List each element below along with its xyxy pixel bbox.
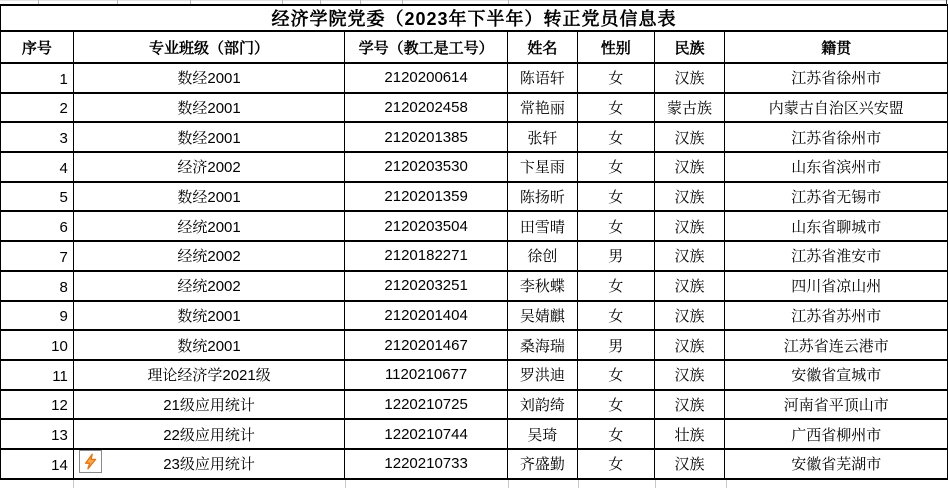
ethnicity-cell: 汉族 bbox=[655, 391, 726, 419]
student-id-cell: 2120201385 bbox=[345, 123, 508, 151]
class-cell: 经统2001 bbox=[74, 212, 345, 240]
name-cell: 吴婧麒 bbox=[508, 302, 578, 330]
gender-cell: 男 bbox=[578, 331, 655, 359]
class-cell: 经统2002 bbox=[74, 272, 345, 300]
clipped-gridline-artifact bbox=[578, 480, 579, 488]
name-cell: 吴琦 bbox=[508, 420, 578, 448]
table-row bbox=[1, 212, 947, 242]
name-cell: 卞星雨 bbox=[508, 153, 578, 181]
class-cell: 21级应用统计 bbox=[74, 391, 345, 419]
class-cell: 经统2002 bbox=[74, 242, 345, 270]
table-row bbox=[1, 272, 947, 302]
student-id-cell: 1220210733 bbox=[345, 450, 508, 478]
ethnicity-cell: 汉族 bbox=[655, 123, 726, 151]
name-cell: 李秋蝶 bbox=[508, 272, 578, 300]
name-cell: 陈语轩 bbox=[508, 64, 578, 92]
table-row bbox=[1, 183, 947, 213]
student-id-cell: 2120203504 bbox=[345, 212, 508, 240]
flash-fill-options-button[interactable] bbox=[79, 450, 102, 473]
row-number-cell: 3 bbox=[1, 123, 74, 151]
clipped-gridline-artifact bbox=[508, 0, 509, 4]
header-no: 序号 bbox=[1, 32, 74, 62]
student-id-cell: 2120202458 bbox=[345, 94, 508, 122]
class-cell: 23级应用统计 bbox=[74, 450, 345, 478]
clipped-gridline-artifact bbox=[38, 0, 39, 4]
header-gender: 性别 bbox=[578, 32, 655, 62]
table-row bbox=[1, 123, 947, 153]
class-cell: 数经2001 bbox=[74, 94, 345, 122]
hometown-cell: 江苏省徐州市 bbox=[791, 70, 882, 88]
gender-cell: 女 bbox=[578, 212, 655, 240]
row-number-cell: 2 bbox=[1, 94, 74, 122]
hometown-cell: 山东省滨州市 bbox=[791, 159, 882, 177]
clipped-gridline-artifact bbox=[402, 0, 403, 4]
hometown-cell: 河南省平顶山市 bbox=[783, 396, 889, 414]
class-cell: 数经2001 bbox=[74, 64, 345, 92]
row-number-cell: 11 bbox=[1, 361, 74, 389]
table-row bbox=[1, 420, 947, 450]
class-cell: 数统2001 bbox=[74, 302, 345, 330]
clipped-gridline-artifact bbox=[282, 0, 283, 4]
ethnicity-cell: 汉族 bbox=[655, 242, 726, 270]
table-row bbox=[1, 450, 947, 480]
ethnicity-cell: 汉族 bbox=[655, 361, 726, 389]
clipped-gridline-artifact bbox=[655, 480, 656, 488]
table-row bbox=[1, 361, 947, 391]
row-number-cell: 12 bbox=[1, 391, 74, 419]
gender-cell: 女 bbox=[578, 183, 655, 211]
row-number-cell: 7 bbox=[1, 242, 74, 270]
clipped-gridline-artifact bbox=[190, 0, 191, 4]
name-cell: 田雪晴 bbox=[508, 212, 578, 240]
table-row bbox=[1, 64, 947, 94]
ethnicity-cell: 汉族 bbox=[655, 183, 726, 211]
table-row bbox=[1, 331, 947, 361]
gender-cell: 女 bbox=[578, 153, 655, 181]
hometown-cell: 四川省凉山州 bbox=[791, 278, 882, 296]
student-id-cell: 1120210677 bbox=[345, 361, 508, 389]
clipped-gridline-artifact bbox=[726, 480, 727, 488]
name-cell: 齐盛勤 bbox=[508, 450, 578, 478]
name-cell: 桑海瑞 bbox=[508, 331, 578, 359]
table-row bbox=[1, 391, 947, 421]
clipped-gridline-artifact bbox=[345, 480, 346, 488]
class-cell: 经济2002 bbox=[74, 153, 345, 181]
clipped-gridline-artifact bbox=[360, 0, 361, 4]
hometown-cell: 内蒙古自治区兴安盟 bbox=[768, 100, 904, 118]
row-number-cell: 14 bbox=[1, 450, 74, 478]
table-header-row bbox=[1, 32, 947, 64]
header-student-id: 学号（教工是工号） bbox=[345, 32, 508, 62]
row-number-cell: 10 bbox=[1, 331, 74, 359]
table-row bbox=[1, 94, 947, 124]
clipped-gridline-artifact bbox=[73, 480, 74, 488]
clipped-gridline-artifact bbox=[0, 0, 948, 1]
student-id-cell: 2120200614 bbox=[345, 64, 508, 92]
gender-cell: 女 bbox=[578, 302, 655, 330]
gender-cell: 女 bbox=[578, 64, 655, 92]
row-number-cell: 4 bbox=[1, 153, 74, 181]
clipped-gridline-artifact bbox=[508, 480, 509, 488]
class-cell: 数统2001 bbox=[74, 331, 345, 359]
row-number-cell: 8 bbox=[1, 272, 74, 300]
gender-cell: 女 bbox=[578, 450, 655, 478]
student-id-cell: 2120201467 bbox=[345, 331, 508, 359]
table-row bbox=[1, 242, 947, 272]
class-cell: 理论经济学2021级 bbox=[74, 361, 345, 389]
header-class: 专业班级（部门） bbox=[74, 32, 345, 62]
class-cell: 22级应用统计 bbox=[74, 420, 345, 448]
gender-cell: 男 bbox=[578, 242, 655, 270]
student-id-cell: 1220210725 bbox=[345, 391, 508, 419]
name-cell: 常艳丽 bbox=[508, 94, 578, 122]
clipped-gridline-artifact bbox=[320, 0, 321, 4]
student-id-cell: 2120203251 bbox=[345, 272, 508, 300]
student-id-cell: 1220210744 bbox=[345, 420, 508, 448]
header-name: 姓名 bbox=[508, 32, 578, 62]
table-row bbox=[1, 153, 947, 183]
name-cell: 罗洪迪 bbox=[508, 361, 578, 389]
header-ethnicity: 民族 bbox=[655, 32, 726, 62]
ethnicity-cell: 汉族 bbox=[655, 212, 726, 240]
ethnicity-cell: 汉族 bbox=[655, 450, 726, 478]
student-id-cell: 2120201359 bbox=[345, 183, 508, 211]
class-cell: 数经2001 bbox=[74, 123, 345, 151]
row-number-cell: 13 bbox=[1, 420, 74, 448]
gender-cell: 女 bbox=[578, 391, 655, 419]
hometown-cell: 江苏省连云港市 bbox=[783, 337, 889, 355]
header-hometown: 籍贯 bbox=[821, 39, 852, 57]
lightning-icon bbox=[82, 453, 99, 470]
clipped-gridline-artifact bbox=[117, 0, 118, 4]
table-row bbox=[1, 302, 947, 332]
row-number-cell: 1 bbox=[1, 64, 74, 92]
hometown-cell: 山东省聊城市 bbox=[791, 218, 882, 236]
row-number-cell: 5 bbox=[1, 183, 74, 211]
name-cell: 张轩 bbox=[508, 123, 578, 151]
hometown-cell: 江苏省徐州市 bbox=[791, 129, 882, 147]
row-number-cell: 9 bbox=[1, 302, 74, 330]
student-id-cell: 2120201404 bbox=[345, 302, 508, 330]
hometown-cell: 广西省柳州市 bbox=[791, 426, 882, 444]
name-cell: 刘韵绮 bbox=[508, 391, 578, 419]
gender-cell: 女 bbox=[578, 94, 655, 122]
ethnicity-cell: 汉族 bbox=[655, 272, 726, 300]
class-cell: 数经2001 bbox=[74, 183, 345, 211]
gender-cell: 女 bbox=[578, 272, 655, 300]
table-body bbox=[1, 64, 947, 480]
clipped-gridline-artifact bbox=[946, 0, 947, 5]
name-cell: 徐创 bbox=[508, 242, 578, 270]
hometown-cell: 安徽省芜湖市 bbox=[791, 456, 882, 474]
hometown-cell: 江苏省苏州市 bbox=[791, 307, 882, 325]
party-member-table bbox=[0, 4, 948, 480]
ethnicity-cell: 汉族 bbox=[655, 153, 726, 181]
ethnicity-cell: 汉族 bbox=[655, 302, 726, 330]
gender-cell: 女 bbox=[578, 420, 655, 448]
student-id-cell: 2120182271 bbox=[345, 242, 508, 270]
ethnicity-cell: 蒙古族 bbox=[655, 94, 726, 122]
ethnicity-cell: 壮族 bbox=[655, 420, 726, 448]
hometown-cell: 江苏省无锡市 bbox=[791, 189, 882, 207]
ethnicity-cell: 汉族 bbox=[655, 64, 726, 92]
hometown-cell: 安徽省宣城市 bbox=[791, 367, 882, 385]
name-cell: 陈扬昕 bbox=[508, 183, 578, 211]
row-number-cell: 6 bbox=[1, 212, 74, 240]
gender-cell: 女 bbox=[578, 123, 655, 151]
student-id-cell: 2120203530 bbox=[345, 153, 508, 181]
hometown-cell: 江苏省淮安市 bbox=[791, 248, 882, 266]
table-title: 经济学院党委（2023年下半年）转正党员信息表 bbox=[1, 6, 947, 32]
gender-cell: 女 bbox=[578, 361, 655, 389]
ethnicity-cell: 汉族 bbox=[655, 331, 726, 359]
